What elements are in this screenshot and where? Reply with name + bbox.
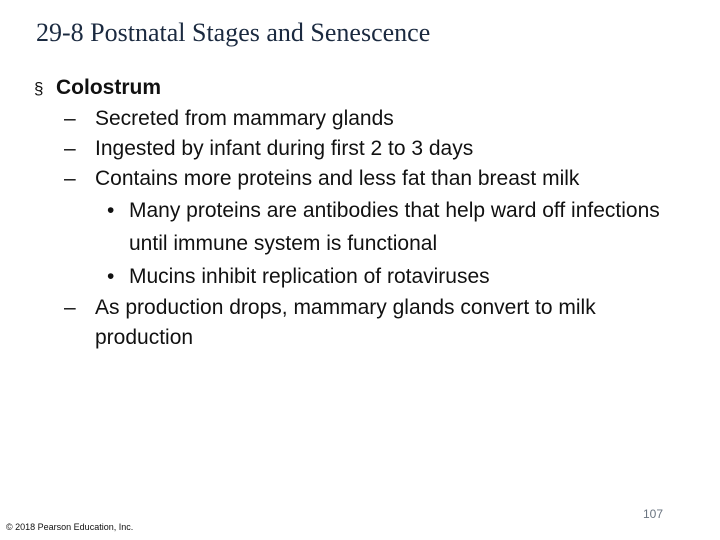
dash-bullet-icon: – bbox=[64, 296, 76, 319]
dash-bullet-icon: – bbox=[64, 137, 76, 160]
dash-bullet-icon: – bbox=[64, 167, 76, 190]
dot-bullet-icon: • bbox=[107, 199, 115, 222]
bullet-colostrum bbox=[34, 73, 694, 104]
sub-bullet-text: Secreted from mammary glands bbox=[95, 107, 394, 130]
dash-bullet-icon: – bbox=[64, 107, 76, 130]
sub-sub-bullet-2 bbox=[107, 260, 694, 293]
sub-bullet-text: As production drops, mammary glands convert to milk production bbox=[95, 296, 596, 349]
sub-bullet-2 bbox=[64, 134, 694, 164]
copyright-notice: © 2018 Pearson Education, Inc. bbox=[6, 522, 134, 532]
sub-sub-bullet-text: Many proteins are antibodies that help ward off infections until immune system is functional bbox=[129, 199, 660, 255]
bullet-list bbox=[34, 73, 694, 353]
sub-sub-bullet-text: Mucins inhibit replication of rotaviruses bbox=[129, 265, 490, 288]
sub-sub-bullet-1 bbox=[107, 194, 694, 260]
page-number: 107 bbox=[642, 507, 663, 521]
sub-bullet-4 bbox=[64, 293, 694, 353]
sub-bullet-text: Ingested by infant during first 2 to 3 days bbox=[95, 137, 474, 160]
section-bullet-icon: § bbox=[34, 79, 44, 98]
sub-bullet-text: Contains more proteins and less fat than breast milk bbox=[95, 167, 580, 190]
dot-bullet-icon: • bbox=[107, 265, 115, 288]
sub-bullet-3 bbox=[64, 164, 694, 194]
slide-title: 29-8 Postnatal Stages and Senescence bbox=[36, 18, 431, 47]
sub-bullet-1 bbox=[64, 104, 694, 134]
bullet-heading: Colostrum bbox=[56, 76, 161, 99]
